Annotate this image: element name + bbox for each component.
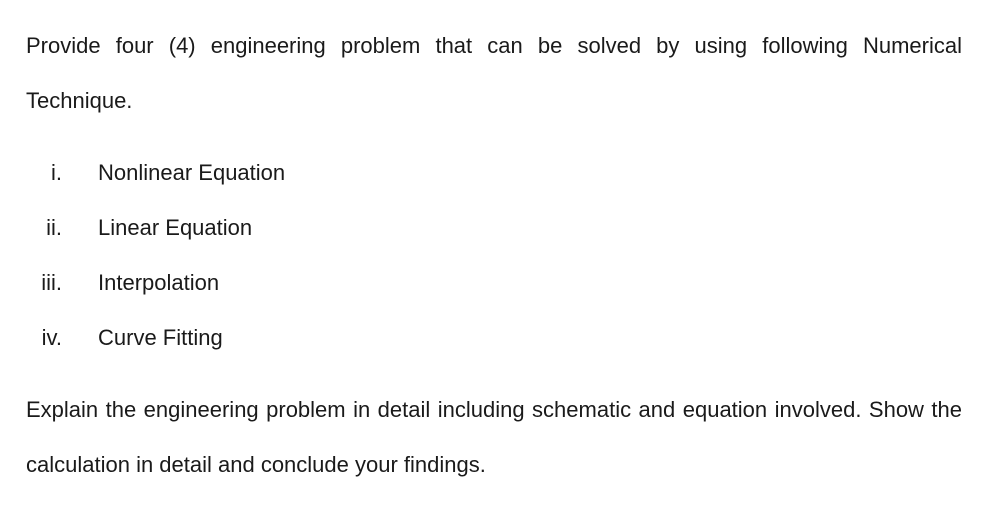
list-item-label: Nonlinear Equation	[98, 160, 286, 185]
list-marker: ii.	[46, 215, 62, 240]
list-marker: iii.	[41, 270, 62, 295]
instructions-paragraph: Explain the engineering problem in detail including schematic and equation involved. Show the calculation in detail and conclude your findings.	[26, 397, 962, 477]
list-item-label: Curve Fitting	[98, 325, 223, 350]
list-item-linear-equation	[26, 200, 962, 255]
list-item-label: Linear Equation	[98, 215, 253, 240]
list-marker: iv.	[41, 325, 62, 350]
list-marker: i.	[51, 160, 62, 185]
technique-list	[26, 145, 962, 365]
list-item-curve-fitting	[26, 310, 962, 365]
intro-paragraph: Provide four (4) engineering problem that can be solved by using following Numerical Technique.	[26, 33, 962, 113]
list-item-interpolation	[26, 255, 962, 310]
list-item-nonlinear-equation	[26, 145, 962, 200]
list-item-label: Interpolation	[98, 270, 220, 295]
